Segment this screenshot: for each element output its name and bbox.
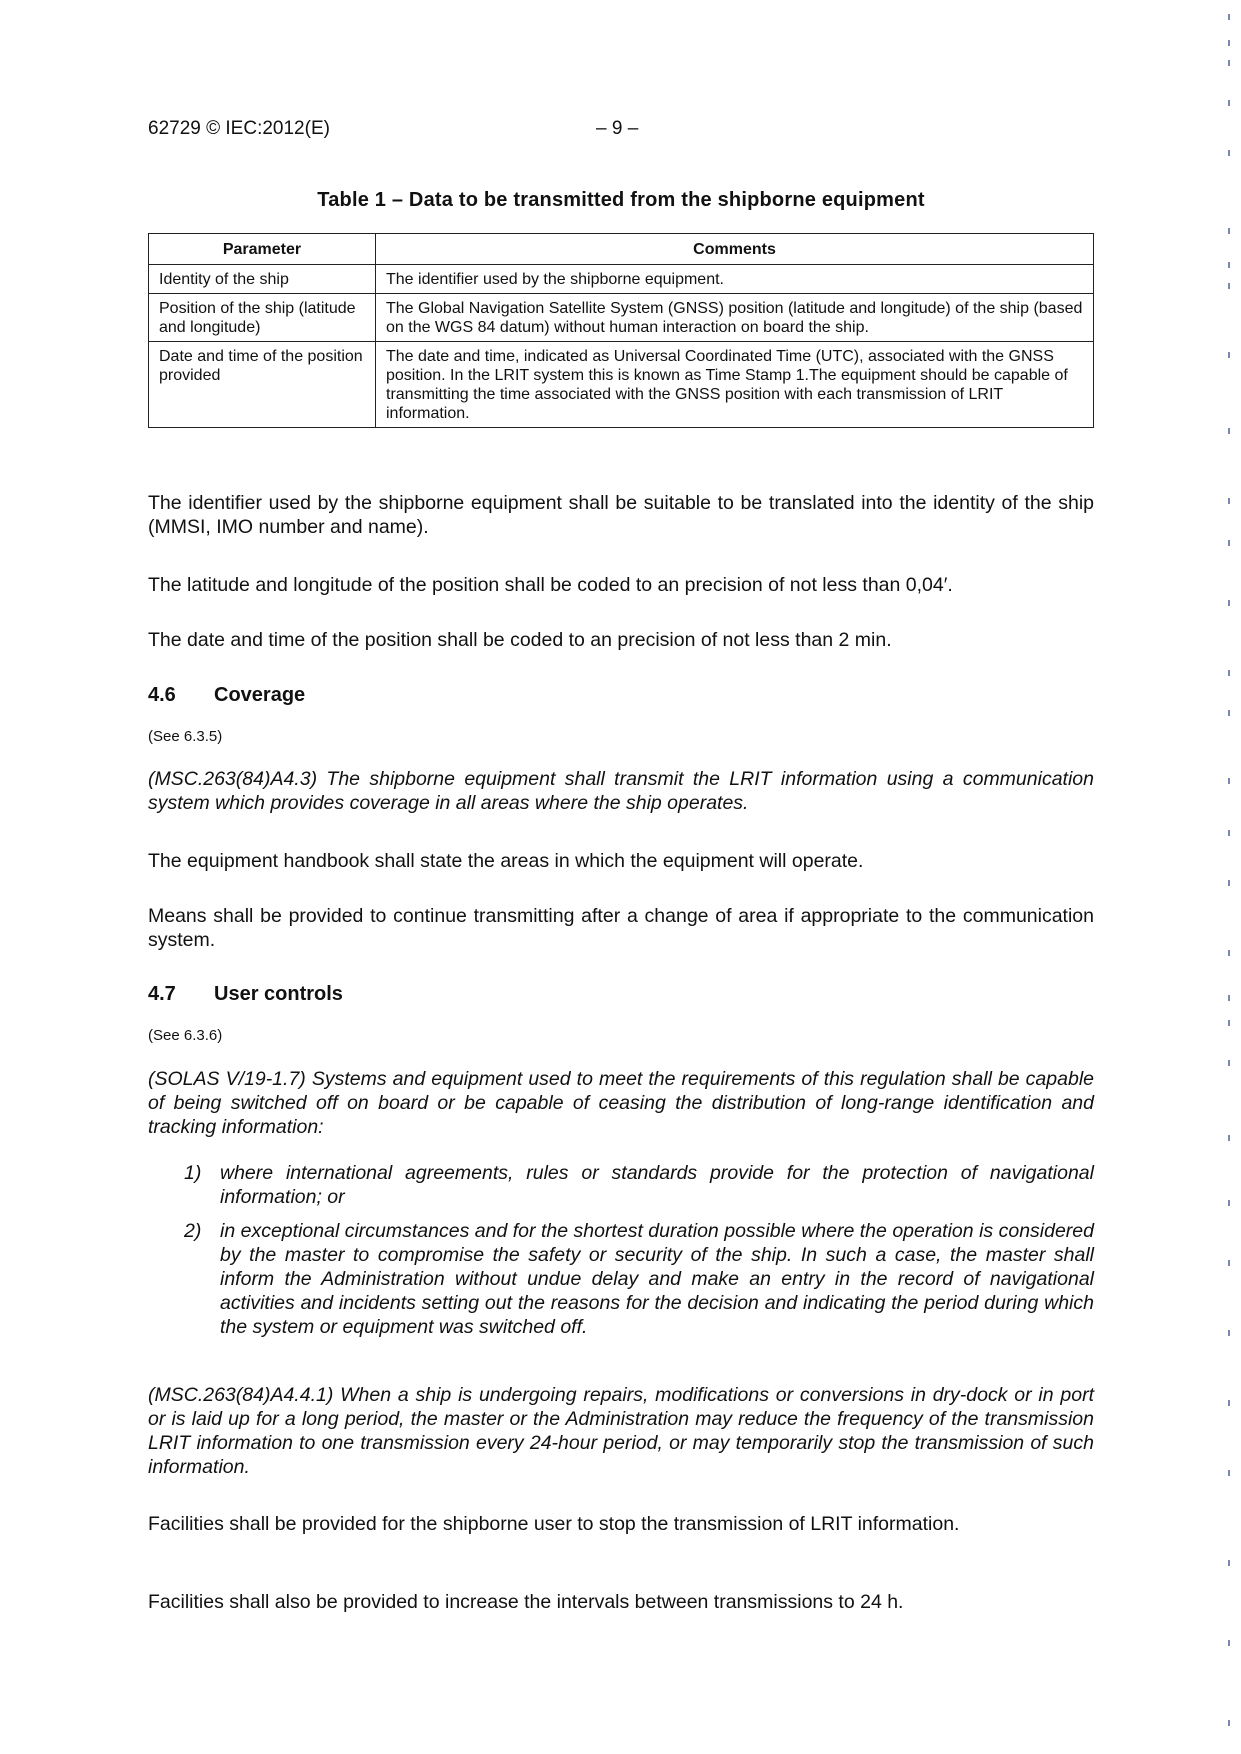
paragraph-date-precision: The date and time of the position shall be coded to an precision of not less than 2 min. (148, 629, 892, 651)
quote-msc-a4-3: (MSC.263(84)A4.3) The shipborne equipment shall transmit the LRIT information using a communication system which provides coverage in all areas where the ship operates. (148, 768, 1094, 814)
section-heading-4-7 (148, 983, 343, 1006)
table-row (149, 265, 1094, 294)
data-table (148, 233, 1094, 428)
section-title: User controls (214, 983, 343, 1005)
scan-edge-marks (1226, 0, 1236, 1754)
list-item-text: where international agreements, rules or standards provide for the protection of navigational information; or (220, 1162, 1094, 1208)
see-reference: (See 6.3.6) (148, 1027, 223, 1044)
table-row (149, 294, 1094, 342)
paragraph-handbook-areas: The equipment handbook shall state the areas in which the equipment will operate. (148, 850, 864, 872)
page-number: – 9 – (596, 118, 639, 139)
see-reference: (See 6.3.5) (148, 728, 223, 745)
section-title: Coverage (214, 684, 306, 706)
column-header-parameter: Parameter (149, 234, 376, 265)
table-cell-parameter: Identity of the ship (149, 265, 376, 294)
list-item (184, 1161, 1094, 1209)
section-number: 4.6 (148, 684, 176, 706)
table-cell-comment: The Global Navigation Satellite System (GNSS) position (latitude and longitude) of the ship (based on the WGS 84 datum) without human interaction on board the ship. (376, 294, 1094, 342)
table-cell-parameter: Position of the ship (latitude and longitude) (149, 294, 376, 342)
list-marker: 2) (184, 1220, 202, 1242)
paragraph-stop-transmission: Facilities shall be provided for the shipborne user to stop the transmission of LRIT information. (148, 1513, 960, 1535)
paragraph-latitude-precision: The latitude and longitude of the position shall be coded to an precision of not less than 0,04′. (148, 574, 953, 596)
table-cell-comment: The date and time, indicated as Universal Coordinated Time (UTC), associated with the GNSS position. In the LRIT system this is known as Time Stamp 1.The equipment should be capable of transmitting the time associated with the GNSS position with each transmission of LRIT information. (376, 342, 1094, 428)
paragraph-increase-intervals: Facilities shall also be provided to increase the intervals between transmissions to 24 h. (148, 1591, 904, 1613)
section-heading-4-6 (148, 684, 305, 707)
list-item-text: in exceptional circumstances and for the shortest duration possible where the operation is considered by the master to compromise the safety or security of the ship. In such a case, the master shall inform the Administration without undue delay and make an entry in the record of navigational activities and incidents setting out the reasons for the decision and indicating the period during which the system or equipment was switched off. (220, 1220, 1094, 1338)
paragraph-identifier: The identifier used by the shipborne equipment shall be suitable to be translated into the identity of the ship (MMSI, IMO number and name). (148, 492, 1094, 538)
section-number: 4.7 (148, 983, 176, 1005)
list-marker: 1) (184, 1162, 202, 1184)
quote-msc-a4-4-1: (MSC.263(84)A4.4.1) When a ship is undergoing repairs, modifications or conversions in dry-dock or in port or is laid up for a long period, the master or the Administration may reduce the frequency of the transmission LRIT information to one transmission every 24-hour period, or may temporarily stop the transmission of such information. (148, 1384, 1094, 1478)
table-title: Table 1 – Data to be transmitted from the shipborne equipment (317, 189, 925, 211)
paragraph-change-of-area: Means shall be provided to continue transmitting after a change of area if appropriate to the communication system. (148, 905, 1094, 951)
table-cell-parameter: Date and time of the position provided (149, 342, 376, 428)
list-item (184, 1219, 1094, 1339)
table-row (149, 342, 1094, 428)
document-id: 62729 © IEC:2012(E) (148, 118, 330, 139)
quote-solas-v19: (SOLAS V/19-1.7) Systems and equipment used to meet the requirements of this regulation shall be capable of being switched off on board or be capable of ceasing the distribution of long-range identification and tracking information: (148, 1068, 1094, 1138)
table-cell-comment: The identifier used by the shipborne equipment. (376, 265, 1094, 294)
column-header-comments: Comments (376, 234, 1094, 265)
table-header-row (149, 234, 1094, 265)
